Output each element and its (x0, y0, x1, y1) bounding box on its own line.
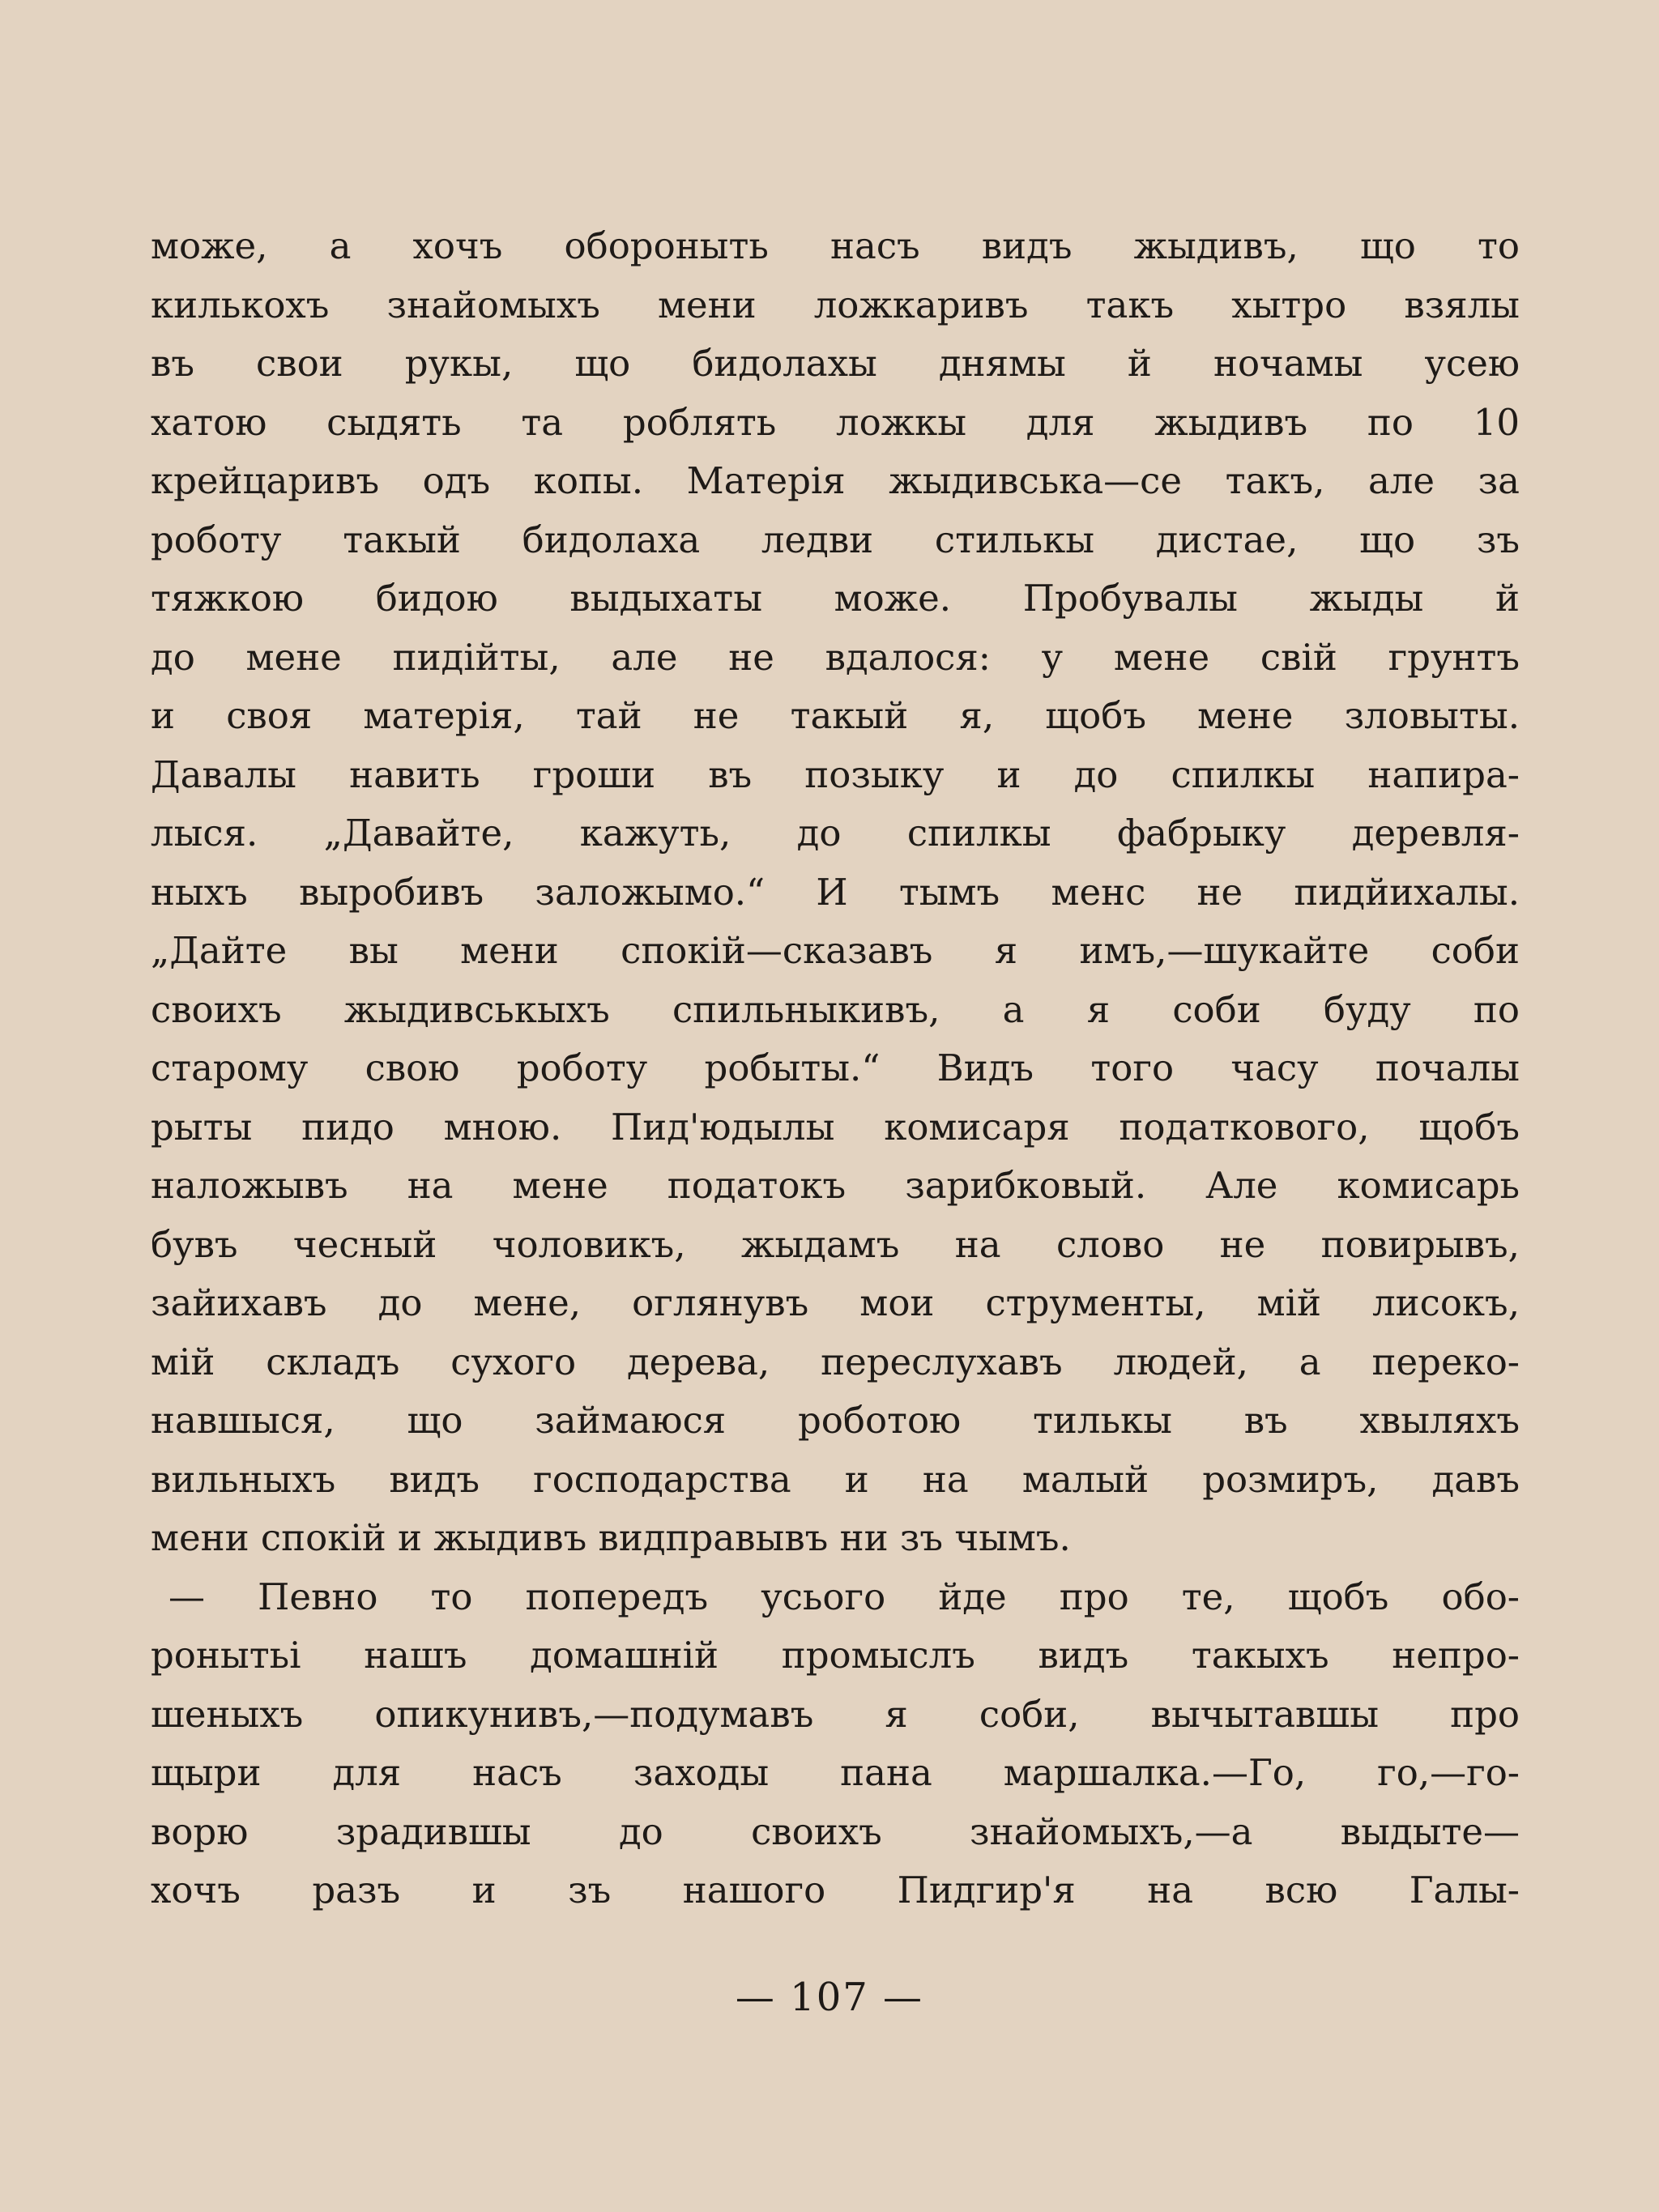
text-line: навшыся, що займаюся роботою тилькы въ хвыляхъ (151, 1399, 1520, 1442)
text-line: ронытьі нашъ домашній промыслъ видъ такыхъ непро- (151, 1634, 1520, 1677)
text-line: Давалы навить гроши въ позыку и до спилкы напира- (151, 752, 1520, 796)
text-line: роботу такый бидолаха ледви стилькы дистае, що зъ (151, 518, 1520, 561)
text-line: може, а хочъ обороныть насъ видъ жыдивъ, що то (151, 224, 1520, 267)
text-line: лыся. „Давайте, кажуть, до спилкы фабрыку деревля- (151, 812, 1520, 855)
text-line: хочъ разъ и зъ нашого Пидгир'я на всю Галы- (151, 1869, 1520, 1912)
text-line: своихъ жыдивськыхъ спильныкивъ, а я соби буду по (151, 987, 1520, 1031)
paragraph-end-line: мени спокій и жыдивъ видправывъ ни зъ чымъ. (151, 1516, 1071, 1559)
text-line: ныхъ выробивъ заложымо.“ И тымъ менс не пидйихалы. (151, 870, 1520, 914)
text-line: ворю зрадившы до своихъ знайомыхъ,—а выдыте— (151, 1809, 1520, 1853)
text-line: старому свою роботу робыты.“ Видъ того часу почалы (151, 1046, 1520, 1089)
text-line: крейцаривъ одъ копы. Матерія жыдивська—се такъ, але за (151, 459, 1520, 502)
text-line: хатою сыдять та роблять ложкы для жыдивъ по 10 (151, 400, 1520, 444)
text-line: рыты пидо мною. Пид'юдылы комисаря податкового, щобъ (151, 1105, 1520, 1149)
text-line: и своя матерія, тай не такый я, щобъ мене зловыты. (151, 694, 1520, 737)
text-line: наложывъ на мене податокъ зарибковый. Але комисарь (151, 1164, 1520, 1207)
text-line: въ свои рукы, що бидолахы днямы й ночамы усею (151, 342, 1520, 385)
body-text (151, 217, 1520, 1920)
text-line: бувъ чесный чоловикъ, жыдамъ на слово не повирывъ, (151, 1222, 1520, 1266)
text-line: „Дайте вы мени спокій—сказавъ я имъ,—шукайте соби (151, 929, 1520, 972)
page-number: — 107 — (735, 1975, 924, 2020)
text-line: килькохъ знайомыхъ мени ложкаривъ такъ хытро взялы (151, 283, 1520, 326)
text-line: шеныхъ опикунивъ,—подумавъ я соби, вычытавшы про (151, 1692, 1520, 1736)
text-line: щыри для насъ заходы пана маршалка.—Го, го,—го- (151, 1751, 1520, 1794)
text-line: до мене пидійты, але не вдалося: у мене свій грунтъ (151, 635, 1520, 679)
text-line: вильныхъ видъ господарства и на малый розмиръ, давъ (151, 1457, 1520, 1501)
text-line: тяжкою бидою выдыхаты може. Пробувалы жыды й (151, 577, 1520, 620)
text-line: мій складъ сухого дерева, переслухавъ людей, а переко- (151, 1340, 1520, 1383)
text-line: зайихавъ до мене, оглянувъ мои струменты, мій лисокъ, (151, 1281, 1520, 1324)
paragraph-start-line: — Певно то попередъ усього йде про те, щобъ обо- (168, 1575, 1520, 1618)
